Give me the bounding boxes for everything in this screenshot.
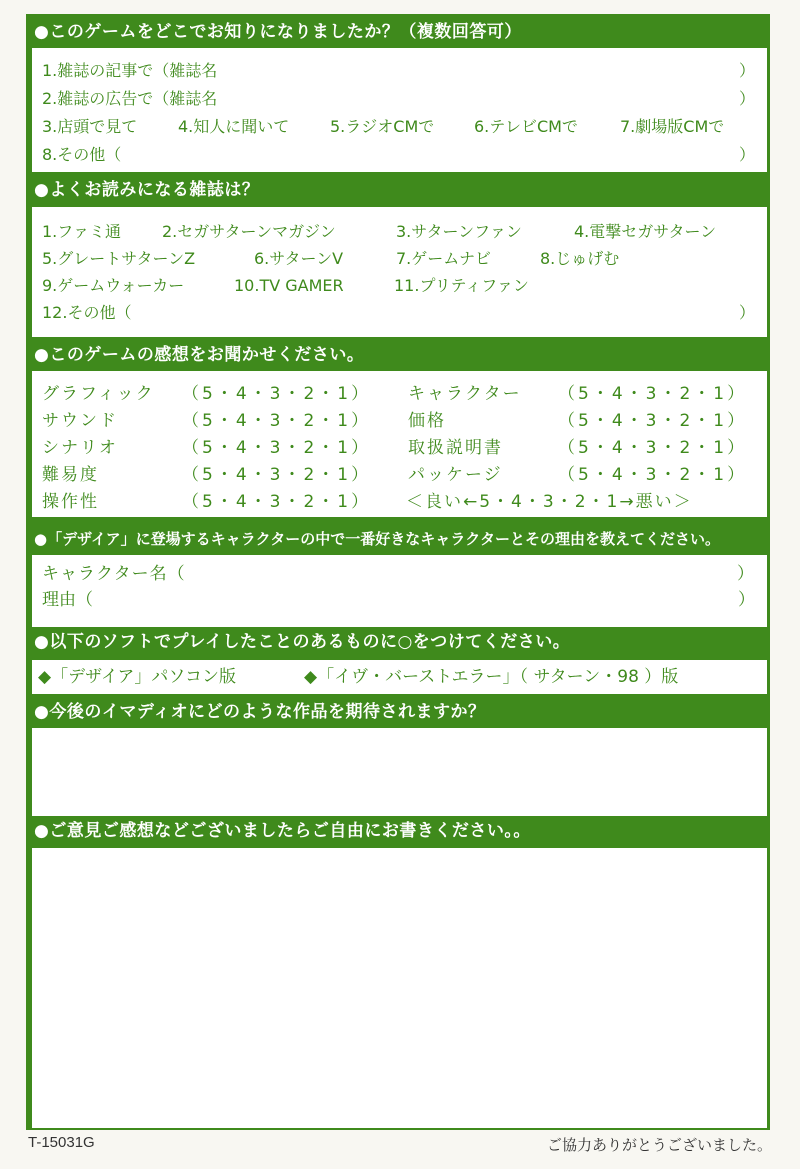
rating-scale[interactable]: （5・4・3・2・1） [558,438,748,458]
magazine-row [42,219,755,245]
magazine-item-other: 12.その他（ [42,303,132,322]
magazine-item: 10.TV GAMER [234,276,344,295]
rating-label: 難易度 [42,465,99,485]
rating-scale[interactable]: （5・4・3・2・1） [558,411,748,431]
option-radio: 5.ラジオCMで [330,117,435,136]
magazine-item: 7.ゲームナビ [396,249,491,268]
thanks-text: ご協力ありがとうございました。 [546,1136,772,1154]
rating-scale[interactable]: （5・4・3・2・1） [182,492,372,512]
answer-line[interactable] [42,86,755,112]
option-store: 3.店頭で見て [42,117,138,136]
rating-label: 価格 [408,411,446,431]
rating-label: シナリオ [42,438,118,458]
option-other: 8.その他（ [42,145,122,164]
played-option-eve[interactable]: ◆「イヴ・バーストエラー」（ サターン・98 ）版 [304,667,679,687]
reason-line[interactable] [42,587,755,613]
magazine-item: 1.ファミ通 [42,222,121,241]
magazine-item: 2.セガサターンマガジン [162,222,336,241]
reason-label: 理由（ [42,590,93,610]
rating-label: サウンド [42,411,118,431]
section-character-title: ●「デザイア」に登場するキャラクターの中で一番好きなキャラクターとその理由を教えてください。 [34,530,720,548]
rating-label: 操作性 [42,492,99,512]
comments-answer-area[interactable] [32,848,767,1128]
close-paren: ） [738,145,755,164]
magazine-item: 6.サターンV [254,249,344,268]
rating-scale[interactable]: （5・4・3・2・1） [558,465,748,485]
option-magazine-ad: 2.雑誌の広告で（雑誌名 [42,89,218,108]
answer-line[interactable] [42,58,755,84]
section-magazines-title: ●よくお読みになる雑誌は？ [34,180,260,200]
magazine-item: 11.プリティファン [394,276,529,295]
character-name-label: キャラクター名（ [42,564,186,584]
rating-label: グラフィック [42,384,155,404]
answer-line[interactable] [42,142,755,168]
rating-label: パッケージ [408,465,503,485]
close-paren: ） [738,303,755,322]
section-comments-title: ●ご意見ご感想などございましたらご自由にお書きください。。 [34,821,531,841]
rating-label: 取扱説明書 [408,438,503,458]
section-played-title: ●以下のソフトでプレイしたことのあるものに○をつけてください。 [34,632,571,652]
rating-scale[interactable]: （5・4・3・2・1） [558,384,748,404]
answer-line [42,114,755,140]
magazine-item: 8.じゅげむ [540,249,620,268]
section-impressions-title: ●このゲームの感想をお聞かせください。 [34,345,365,365]
magazine-row [42,246,755,272]
character-name-line[interactable] [42,561,755,587]
magazine-row[interactable] [42,300,755,326]
product-code: T-15031G [28,1134,95,1151]
magazine-item: 9.ゲームウォーカー [42,276,185,295]
played-option-desire[interactable]: ◆「デザイア」パソコン版 [38,667,237,687]
section-future-title: ●今後のイマディオにどのような作品を期待されますか？ [34,702,486,722]
option-friend: 4.知人に聞いて [178,117,290,136]
section-how-known-title: ●このゲームをどこでお知りになりましたか？（複数回答可） [34,22,522,42]
magazine-item: 4.電撃セガサターン [574,222,717,241]
close-paren: ） [738,590,755,610]
rating-scale[interactable]: （5・4・3・2・1） [182,438,372,458]
played-options [38,664,755,690]
section-how-known-body [32,48,767,172]
future-answer-area[interactable] [32,728,767,816]
magazine-item: 5.グレートサターンZ [42,249,196,268]
section-character-body [32,555,767,627]
close-paren: ） [738,61,755,80]
rating-legend: ＜良い←5・4・3・2・1→悪い＞ [406,492,693,512]
close-paren: ） [738,89,755,108]
rating-scale[interactable]: （5・4・3・2・1） [182,411,372,431]
magazine-row [42,273,755,299]
magazine-item: 3.サターンファン [396,222,522,241]
rating-label: キャラクター [408,384,522,404]
rating-scale[interactable]: （5・4・3・2・1） [182,465,372,485]
section-magazines-body [32,207,767,337]
option-theater: 7.劇場版CMで [620,117,725,136]
section-played-body [32,660,767,694]
close-paren: ） [737,564,755,584]
option-tv: 6.テレビCMで [474,117,578,136]
option-magazine-article: 1.雑誌の記事で（雑誌名 [42,61,218,80]
section-impressions-body [32,371,767,517]
rating-scale[interactable]: （5・4・3・2・1） [182,384,372,404]
